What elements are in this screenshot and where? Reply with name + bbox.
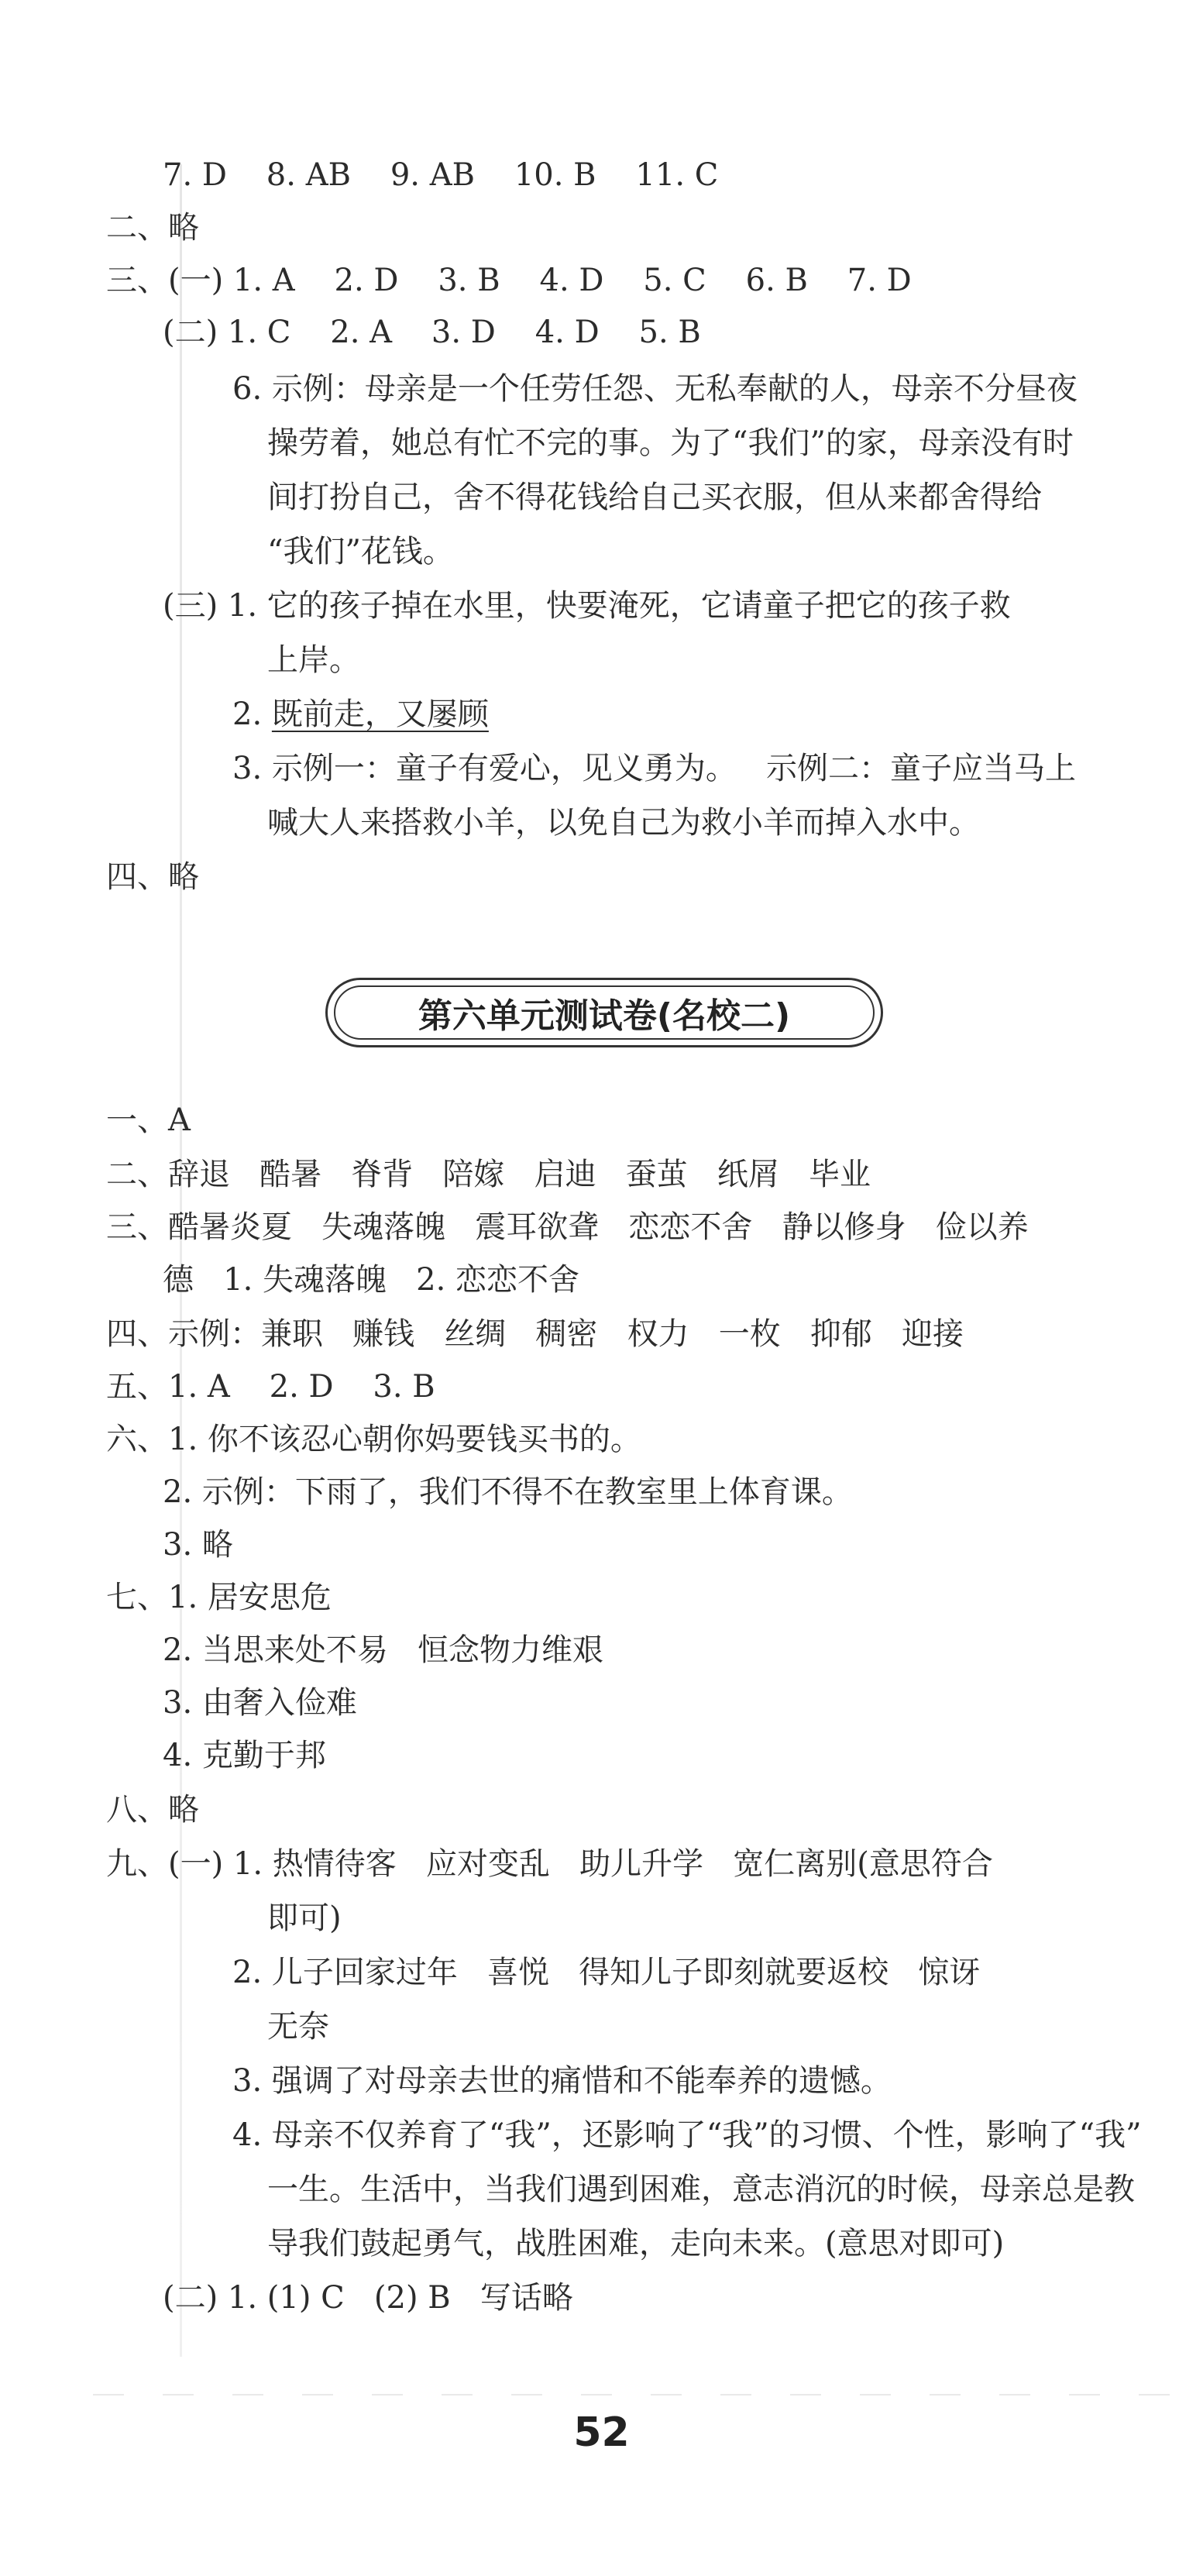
answer-line: 3. 略 bbox=[163, 1527, 233, 1563]
answer-line: “我们”花钱。 bbox=[267, 534, 454, 569]
underlined-answer: 既前走，又屡顾 bbox=[271, 696, 489, 732]
answer-line: 九、(一) 1. 热情待客 应对变乱 助儿升学 宽仁离别(意思符合 bbox=[106, 1846, 993, 1882]
answer-line: 八、略 bbox=[106, 1792, 199, 1828]
answer-line bbox=[232, 694, 489, 734]
answer-line: 2. 当思来处不易 恒念物力维艰 bbox=[163, 1632, 604, 1668]
answer-line: 2. 示例：下雨了，我们不得不在教室里上体育课。 bbox=[163, 1474, 853, 1510]
answer-line: 无奈 bbox=[267, 2009, 329, 2045]
answer-line: 6. 示例：母亲是一个任劳任怨、无私奉献的人，母亲不分昼夜 bbox=[232, 371, 1078, 407]
answer-line: 一生。生活中，当我们遇到困难，意志消沉的时候，母亲总是教 bbox=[267, 2172, 1135, 2207]
answer-line: 四、示例：兼职 赚钱 丝绸 稠密 权力 一枚 抑郁 迎接 bbox=[106, 1316, 964, 1352]
answer-line: 即可) bbox=[267, 1900, 342, 1936]
answer-line: 3. 强调了对母亲去世的痛惜和不能奉养的遗憾。 bbox=[232, 2063, 892, 2099]
answer-line: (二) 1. C 2. A 3. D 4. D 5. B bbox=[163, 315, 701, 350]
item-number: 2. bbox=[232, 696, 272, 732]
answer-line: 2. 儿子回家过年 喜悦 得知儿子即刻就要返校 惊讶 bbox=[232, 1955, 981, 1990]
answer-line: 三、酷暑炎夏 失魂落魄 震耳欲聋 恋恋不舍 静以修身 俭以养 bbox=[106, 1209, 1029, 1245]
section-title: 第六单元测试卷(名校二) bbox=[418, 996, 791, 1036]
answer-line: 上岸。 bbox=[267, 642, 360, 678]
answer-line: 三、(一) 1. A 2. D 3. B 4. D 5. C 6. B 7. D bbox=[106, 263, 912, 298]
answer-line: 导我们鼓起勇气，战胜困难，走向未来。(意思对即可) bbox=[267, 2226, 1005, 2261]
answer-line: 六、1. 你不该忍心朝你妈要钱买书的。 bbox=[106, 1422, 641, 1457]
answer-line: 二、略 bbox=[106, 210, 199, 246]
answer-line: 七、1. 居安思危 bbox=[106, 1580, 332, 1615]
answer-line: (二) 1. (1) C (2) B 写话略 bbox=[163, 2280, 573, 2316]
footer-divider bbox=[93, 2394, 1177, 2395]
section-title-badge bbox=[325, 978, 883, 1047]
answer-line: 五、1. A 2. D 3. B bbox=[106, 1369, 435, 1405]
answer-line: 4. 母亲不仅养育了“我”，还影响了“我”的习惯、个性，影响了“我” bbox=[232, 2117, 1142, 2153]
answer-line: 一、A bbox=[106, 1102, 191, 1138]
answer-line: 3. 示例一：童子有爱心，见义勇为。 示例二：童子应当马上 bbox=[232, 751, 1077, 786]
answer-line: 四、略 bbox=[106, 859, 199, 895]
answer-line: 4. 克勤于邦 bbox=[163, 1738, 326, 1773]
answer-line: 3. 由奢入俭难 bbox=[163, 1685, 357, 1721]
answer-line: 喊大人来搭救小羊，以免自己为救小羊而掉入水中。 bbox=[267, 805, 980, 841]
answer-line: 7. D 8. AB 9. AB 10. B 11. C bbox=[163, 157, 719, 193]
page-number: 52 bbox=[573, 2409, 630, 2456]
answer-line: 间打扮自己，舍不得花钱给自己买衣服，但从来都舍得给 bbox=[267, 480, 1042, 515]
answer-line: (三) 1. 它的孩子掉在水里，快要淹死，它请童子把它的孩子救 bbox=[163, 588, 1011, 624]
answer-line: 操劳着，她总有忙不完的事。为了“我们”的家，母亲没有时 bbox=[267, 425, 1074, 461]
answer-line: 二、辞退 酷暑 脊背 陪嫁 启迪 蚕茧 纸屑 毕业 bbox=[106, 1157, 871, 1192]
answer-line: 德 1. 失魂落魄 2. 恋恋不舍 bbox=[163, 1262, 580, 1298]
